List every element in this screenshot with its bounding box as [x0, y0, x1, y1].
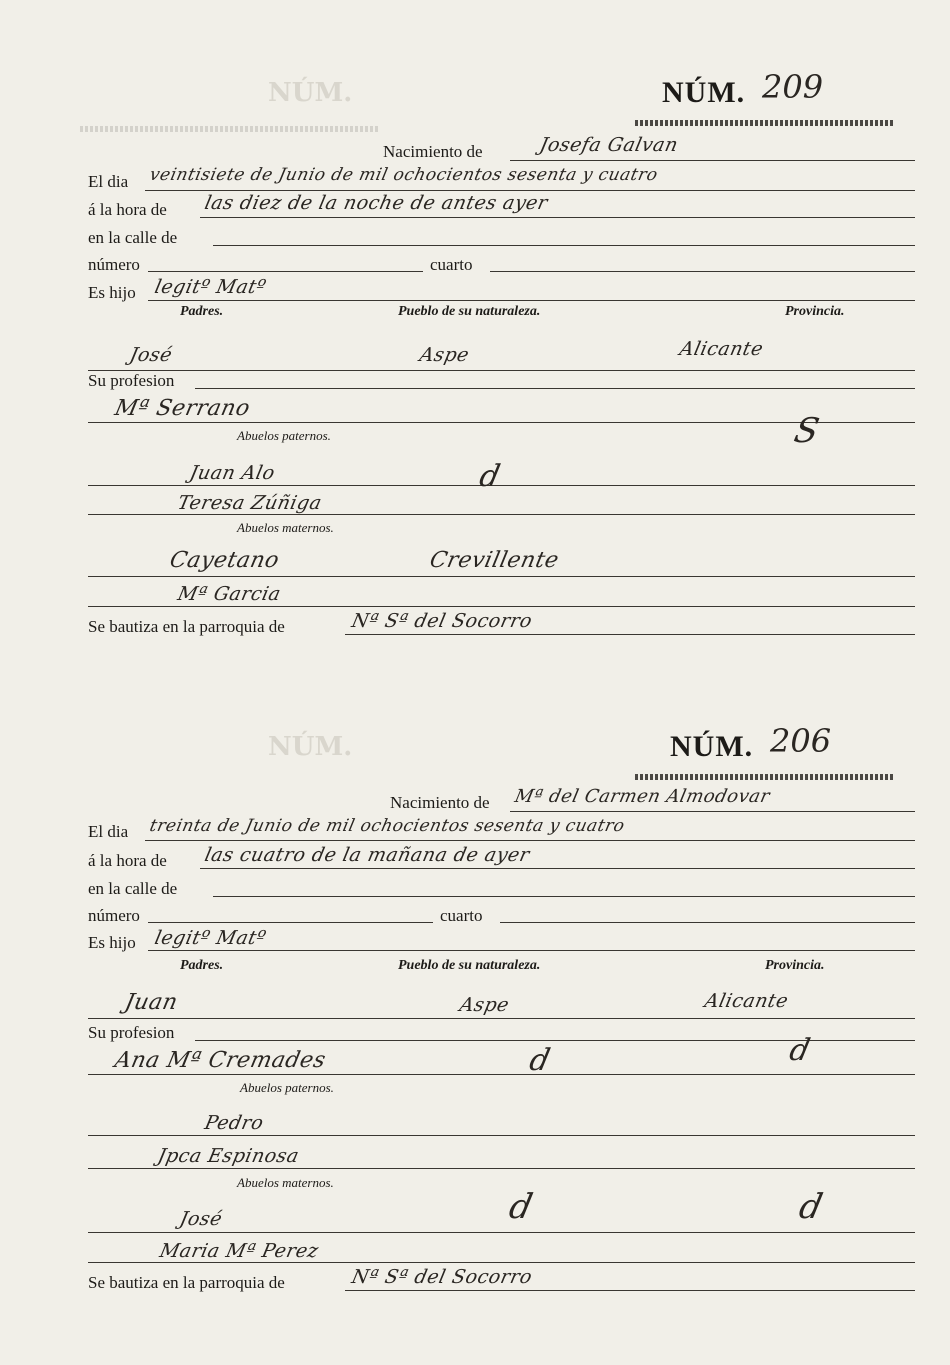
col-pueblo: Pueblo de su naturaleza. — [398, 958, 541, 973]
madre-name: Mª Serrano — [112, 396, 253, 421]
nacimiento-value: Josefa Galvan — [537, 134, 681, 156]
ditto-mark: d — [505, 1187, 537, 1227]
ab-mat-2: Mª Garcia — [175, 583, 283, 605]
bleed-num-bottom: NÚM. — [268, 732, 353, 762]
nacimiento-label: Nacimiento de — [383, 142, 483, 161]
padre-name: Juan — [122, 990, 181, 1015]
dia-label: El dia — [88, 172, 129, 191]
hijo-label: Es hijo — [88, 933, 136, 952]
calle-label: en la calle de — [88, 228, 178, 247]
ab-pat-1: Pedro — [202, 1112, 266, 1134]
ab-mat-2: Maria Mª Perez — [157, 1240, 321, 1262]
profesion-label: Su profesion — [88, 371, 175, 390]
ab-pat-2: Jpca Espinosa — [155, 1145, 302, 1167]
hijo-value: legitº Matº — [152, 927, 269, 949]
ditto-mark: d — [795, 1187, 827, 1227]
col-pueblo: Pueblo de su naturaleza. — [398, 304, 541, 319]
profesion-label: Su profesion — [88, 1023, 175, 1042]
bautiza-label: Se bautiza en la parroquia de — [88, 617, 285, 636]
calle-label: en la calle de — [88, 879, 178, 898]
cuarto-label: cuarto — [430, 255, 473, 274]
nacimiento-label: Nacimiento de — [390, 793, 490, 812]
dia-value: treinta de Junio de mil ochocientos sesenta y cuatro — [147, 816, 627, 836]
hora-label: á la hora de — [88, 200, 167, 219]
abuelos-maternos-label: Abuelos maternos. — [237, 520, 334, 535]
bautiza-label: Se bautiza en la parroquia de — [88, 1273, 285, 1292]
col-provincia: Provincia. — [785, 304, 845, 319]
record-divider-faint — [80, 126, 380, 132]
col-padres: Padres. — [180, 304, 224, 319]
ditto-mark: d — [476, 459, 504, 494]
ditto-mark: d — [526, 1043, 554, 1078]
nacimiento-value: Mª del Carmen Almodovar — [512, 786, 772, 807]
hijo-value: legitº Matº — [152, 276, 269, 298]
padre-name: José — [127, 344, 175, 366]
bleed-num-top: NÚM. — [268, 78, 353, 108]
ab-mat-1: José — [177, 1208, 225, 1230]
record-number-label: NÚM. — [670, 730, 754, 763]
padre-pueblo: Aspe — [417, 344, 472, 366]
madre-name: Ana Mª Cremades — [112, 1048, 329, 1073]
hijo-label: Es hijo — [88, 283, 136, 302]
abuelos-paternos-label: Abuelos paternos. — [240, 1080, 334, 1095]
hora-label: á la hora de — [88, 851, 167, 870]
record-divider — [635, 774, 895, 780]
padre-provincia: Alicante — [677, 338, 766, 360]
ab-mat-1: Cayetano — [167, 548, 282, 573]
ab-pat-1: Juan Alo — [187, 462, 278, 484]
abuelos-maternos-label: Abuelos maternos. — [237, 1175, 334, 1190]
ditto-mark: S — [790, 411, 824, 451]
col-padres: Padres. — [180, 958, 224, 973]
padre-pueblo: Aspe — [457, 994, 512, 1016]
bautiza-value: Nª Sª del Socorro — [349, 610, 535, 632]
padre-provincia: Alicante — [702, 990, 791, 1012]
hora-value: las cuatro de la mañana de ayer — [202, 844, 532, 866]
record-number-value: 206 — [770, 722, 832, 760]
col-provincia: Provincia. — [765, 958, 825, 973]
dia-value: veintisiete de Junio de mil ochocientos sesenta y cuatro — [147, 165, 660, 185]
dia-label: El dia — [88, 822, 129, 841]
numero-label: número — [88, 255, 140, 274]
record-number-value: 209 — [762, 68, 824, 106]
numero-label: número — [88, 906, 140, 925]
ditto-mark: d — [786, 1033, 814, 1068]
abuelos-paternos-label: Abuelos paternos. — [237, 428, 331, 443]
record-divider — [635, 120, 895, 126]
ab-mat-1-pueblo: Crevillente — [427, 548, 562, 573]
bautiza-value: Nª Sª del Socorro — [349, 1266, 535, 1288]
hora-value: las diez de la noche de antes ayer — [202, 192, 550, 214]
cuarto-label: cuarto — [440, 906, 483, 925]
ab-pat-2: Teresa Zúñiga — [175, 492, 324, 514]
record-number-label: NÚM. — [662, 76, 746, 109]
